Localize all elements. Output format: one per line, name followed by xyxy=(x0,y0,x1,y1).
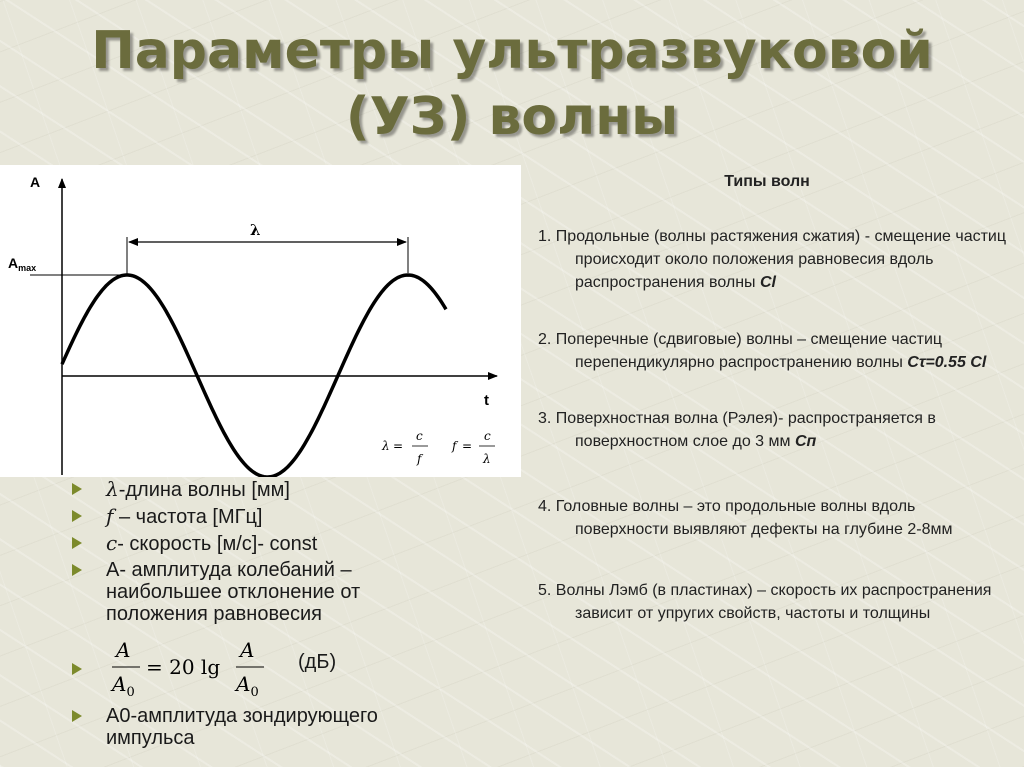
triangle-bullet-icon xyxy=(72,483,82,495)
param-text: - скорость [м/с]- const xyxy=(117,533,318,555)
svg-text:c: c xyxy=(484,429,491,443)
wave-chart xyxy=(0,165,521,477)
formula-frequency xyxy=(451,429,495,466)
param-item-speed xyxy=(72,532,452,555)
svg-text:= 20 lg: = 20 lg xyxy=(146,655,221,679)
svg-text:A: A xyxy=(240,638,255,662)
wave-type-text: 3. Поверхностная волна (Рэлея)- распространяется в поверхностном слое до 3 мм xyxy=(538,410,936,450)
param-text: -длина волны [мм] xyxy=(118,479,290,501)
svg-text:A: A xyxy=(116,638,131,662)
x-axis-label: t xyxy=(484,392,489,409)
param-item-decibel-formula xyxy=(72,639,452,701)
param-symbol: λ xyxy=(106,477,119,501)
param-item-probe-amplitude xyxy=(72,705,452,749)
param-symbol: f xyxy=(106,504,114,528)
wave-chart-svg xyxy=(0,165,521,477)
title-line-1: Параметры ультразвуковой xyxy=(91,21,933,81)
parameter-list xyxy=(72,478,452,753)
svg-text:c: c xyxy=(416,429,423,443)
wave-type-velocity: Cτ=0.55 Cl xyxy=(907,354,987,371)
param-text: – частота [МГц] xyxy=(113,506,263,528)
title-line-2: (УЗ) волны xyxy=(345,87,679,147)
wave-type-head xyxy=(538,495,1008,541)
amax-label: $A_{max}$ xyxy=(8,255,37,273)
lambda-label: λ xyxy=(250,221,261,239)
wave-type-text: 2. Поперечные (сдвиговые) волны – смещение частиц перепендикулярно распространению волны xyxy=(538,331,943,371)
wave-type-text: 4. Головные волны – это продольные волны вдоль поверхности выявляют дефекты на глубине 2-8мм xyxy=(538,498,953,538)
wave-type-longitudinal xyxy=(538,225,1008,294)
param-text: А0-амплитуда зондирующего импульса xyxy=(106,705,378,749)
triangle-bullet-icon xyxy=(72,510,82,522)
formula-lambda xyxy=(381,429,428,466)
param-item-frequency xyxy=(72,505,452,528)
wave-types-panel xyxy=(538,170,1008,658)
param-item-wavelength xyxy=(72,478,452,501)
svg-text:λ: λ xyxy=(382,439,390,453)
wave-types-heading: Типы волн xyxy=(724,173,810,190)
y-axis-label: A xyxy=(30,174,41,190)
svg-text:f: f xyxy=(452,439,457,453)
param-text: А- амплитуда колебаний – наибольшее отклонение от положения равновесия xyxy=(106,559,361,625)
wave-type-lamb xyxy=(538,579,1008,625)
param-symbol: c xyxy=(106,531,118,555)
svg-text:=: = xyxy=(393,439,404,453)
triangle-bullet-icon xyxy=(72,564,82,576)
param-item-amplitude xyxy=(72,559,452,625)
wave-type-text: 1. Продольные (волны растяжения сжатия) - смещение частиц происходит около положения равновесия вдоль распространения волны xyxy=(538,228,1007,291)
svg-text:λ: λ xyxy=(483,452,491,466)
svg-text:=: = xyxy=(462,439,473,453)
wave-type-velocity: Cп xyxy=(794,433,817,450)
triangle-bullet-icon xyxy=(72,663,82,675)
wave-type-transverse xyxy=(538,328,1008,374)
slide-title xyxy=(0,18,1024,150)
svg-text:A0: $A_0$ xyxy=(112,672,135,700)
triangle-bullet-icon xyxy=(72,537,82,549)
wave-type-text: 5. Волны Лэмб (в пластинах) – скорость их распространения зависит от упругих свойств, частоты и толщины xyxy=(538,582,992,622)
decibel-formula xyxy=(106,633,296,705)
svg-text:f: f xyxy=(417,452,422,466)
decibel-unit: (дБ) xyxy=(298,651,337,673)
triangle-bullet-icon xyxy=(72,710,82,722)
wave-type-velocity: Cl xyxy=(759,274,776,291)
svg-text:A0: $A_0$ xyxy=(236,672,259,700)
wave-type-rayleigh xyxy=(538,407,1008,453)
